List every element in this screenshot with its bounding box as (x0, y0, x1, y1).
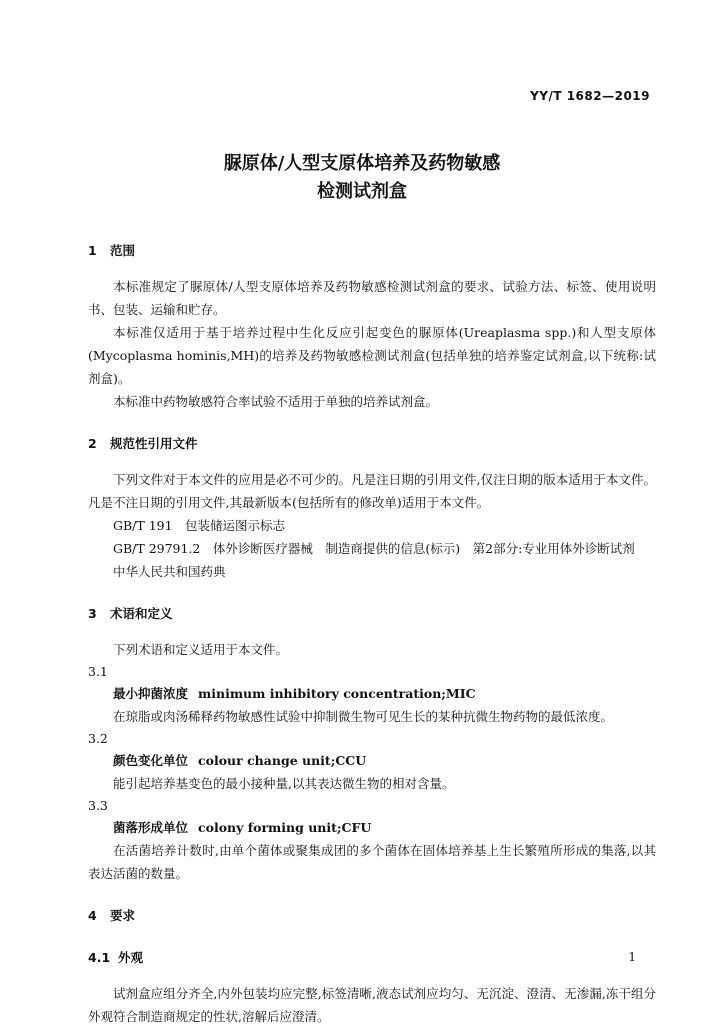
term-name-zh: 菌落形成单位 (113, 820, 189, 835)
term-definition: 在琼脂或肉汤稀释药物敏感性试验中抑制微生物可见生长的某种抗微生物药物的最低浓度。 (113, 709, 614, 724)
normative-reference: GB/T 191 包装储运图示标志 (113, 518, 286, 533)
paragraph: 下列文件对于本文件的应用是必不可少的。凡是注日期的引用文件,仅注日期的版本适用于本文件。凡是不注日期的引用文件,其最新版本(包括所有的修改单)适用于本文件。 (88, 472, 656, 510)
section-number: 3 (88, 606, 97, 621)
section-title: 范围 (110, 243, 136, 258)
section-number: 1 (88, 243, 97, 258)
section-title: 要求 (110, 908, 136, 923)
term-number: 3.1 (88, 664, 108, 679)
section-title: 术语和定义 (110, 606, 173, 621)
page-number: 1 (628, 950, 636, 964)
subsection-number: 4.1 (88, 950, 111, 965)
normative-reference: GB/T 29791.2 体外诊断医疗器械 制造商提供的信息(标示) 第2部分:专业用体外诊断试剂 (113, 541, 635, 556)
section-4-heading (88, 905, 656, 927)
paragraph: 本标准规定了脲原体/人型支原体培养及药物敏感检测试剂盒的要求、试验方法、标签、使用说明书、包装、运输和贮存。 (88, 279, 656, 317)
document-title (0, 150, 724, 206)
paragraph: 本标准仅适用于基于培养过程中生化反应引起变色的脲原体(Ureaplasma spp.)和人型支原体(Mycoplasma hominis,MH)的培养及药物敏感检测试剂盒(包括单独的培养鉴定试剂盒,以下统称:试剂盒)。 (88, 325, 656, 386)
term-definition: 能引起培养基变色的最小接种量,以其表达微生物的相对含量。 (113, 776, 455, 791)
term-entry (88, 682, 656, 705)
term-name-zh: 颜色变化单位 (113, 753, 189, 768)
term-definition: 在活菌培养计数时,由单个菌体或聚集成团的多个菌体在固体培养基上生长繁殖所形成的集落,以其表达活菌的数量。 (88, 843, 656, 881)
term-entry (88, 816, 656, 839)
section-number: 2 (88, 436, 97, 451)
section-1-heading (88, 240, 656, 262)
paragraph: 本标准中药物敏感符合率试验不适用于单独的培养试剂盒。 (113, 394, 439, 409)
term-name-en: minimum inhibitory concentration;MIC (198, 686, 476, 701)
term-number: 3.2 (88, 731, 108, 746)
term-entry (88, 749, 656, 772)
document-body (88, 240, 656, 1028)
paragraph: 试剂盒应组分齐全,内外包装均应完整,标签清晰,液态试剂应均匀、无沉淀、澄清、无渗漏,冻干组分外观符合制造商规定的性状,溶解后应澄清。 (88, 986, 656, 1024)
title-line-2: 检测试剂盒 (317, 181, 407, 202)
section-3-heading (88, 603, 656, 625)
normative-reference: 中华人民共和国药典 (113, 564, 226, 579)
subsection-4-1-heading (88, 947, 656, 969)
standard-number: YY/T 1682—2019 (530, 89, 650, 103)
term-number: 3.3 (88, 798, 108, 813)
term-name-en: colony forming unit;CFU (198, 820, 372, 835)
term-name-zh: 最小抑菌浓度 (113, 686, 189, 701)
section-title: 规范性引用文件 (110, 436, 198, 451)
section-number: 4 (88, 908, 97, 923)
paragraph: 下列术语和定义适用于本文件。 (113, 642, 289, 657)
title-line-1: 脲原体/人型支原体培养及药物敏感 (223, 153, 501, 174)
subsection-title: 外观 (118, 950, 144, 965)
term-name-en: colour change unit;CCU (198, 753, 367, 768)
section-2-heading (88, 433, 656, 455)
